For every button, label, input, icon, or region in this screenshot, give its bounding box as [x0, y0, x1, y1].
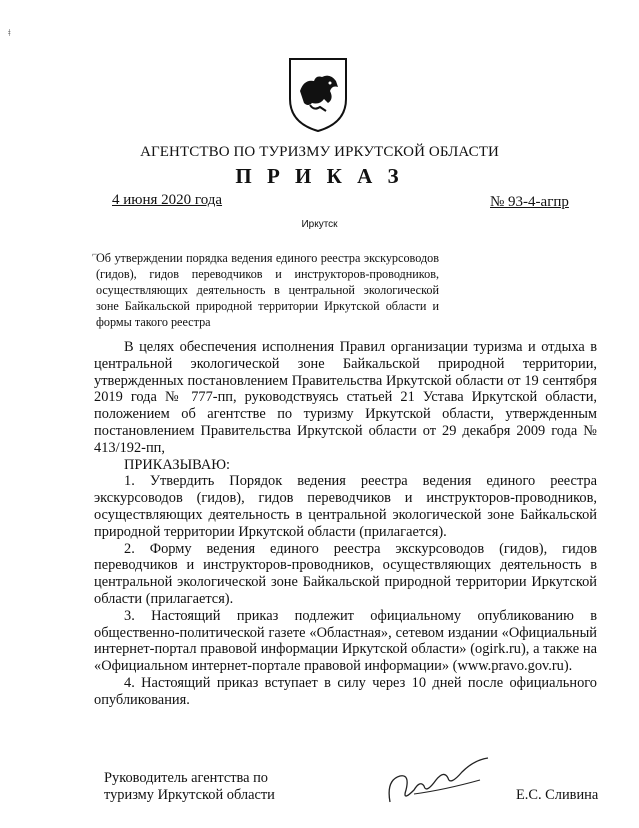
- document-number: № 93-4-агпр: [490, 194, 569, 210]
- coat-of-arms-emblem: [286, 55, 350, 133]
- order-word: ПРИКАЗЫВАЮ:: [124, 456, 231, 473]
- scan-mark: ǂ: [8, 28, 11, 39]
- signatory-name: Е.С. Сливина: [516, 787, 599, 803]
- order-item-4: 4. Настоящий приказ вступает в силу через 10 дней после официального опубликования.: [94, 674, 597, 708]
- signatory-position: [104, 770, 275, 803]
- document-date: 4 июня 2020 года: [112, 192, 223, 208]
- agency-name: АГЕНТСТВО ПО ТУРИЗМУ ИРКУТСКОЙ ОБЛАСТИ: [140, 144, 499, 160]
- signatory-position-line1: Руководитель агентства по: [104, 770, 268, 786]
- signatory-position-line2: туризму Иркутской области: [104, 786, 275, 803]
- corner-bracket-mark: ⌐: [92, 249, 98, 259]
- document-city: Иркутск: [301, 219, 338, 230]
- preamble-paragraph: В целях обеспечения исполнения Правил организации туризма и отдыха в центральной экологической зоне Байкальской природной территории, утвержденных постановлением Правительства Иркутской области от 19 сентября 2019 года № 777-пп, руководствуясь статьей 21 Устава Иркутской области, положением об агентстве по туризму Иркутской области, утвержденным постановлением Правительства Иркутской области от 29 декабря 2009 года № 413/192-пп,: [94, 339, 597, 456]
- subject-text: Об утверждении порядка ведения единого реестра экскурсоводов (гидов), гидов переводчиков и инструкторов-проводников, осуществляющих деятельность в центральной экологической зоне Байкальской природной территории Иркутской области и формы такого реестра: [96, 251, 439, 329]
- document-subject: [92, 249, 439, 330]
- handwritten-signature: [384, 750, 504, 810]
- order-item-2: 2. Форму ведения единого реестра экскурсоводов (гидов), гидов переводчиков и инструкторов-проводников, осуществляющих деятельность в центральной экологической зоне Байкальской природной территории Иркутской области (прилагается).: [94, 540, 597, 607]
- document-title: П Р И К А З: [235, 164, 404, 188]
- document-body: [94, 339, 597, 709]
- order-item-1: 1. Утвердить Порядок ведения реестра ведения единого реестра экскурсоводов (гидов), гидов переводчиков и инструкторов-проводников, осуществляющих деятельность в центральной экологической зоне Байкальской природной территории Иркутской области (прилагается).: [94, 473, 597, 540]
- order-item-3: 3. Настоящий приказ подлежит официальному опубликованию в общественно-политической газете «Областная», сетевом издании «Официальный интернет-портал правовой информации Иркутской области» (ogirk.ru), а также на «Официальном интернет-портале правовой информации» (www.pravo.gov.ru).: [94, 607, 597, 675]
